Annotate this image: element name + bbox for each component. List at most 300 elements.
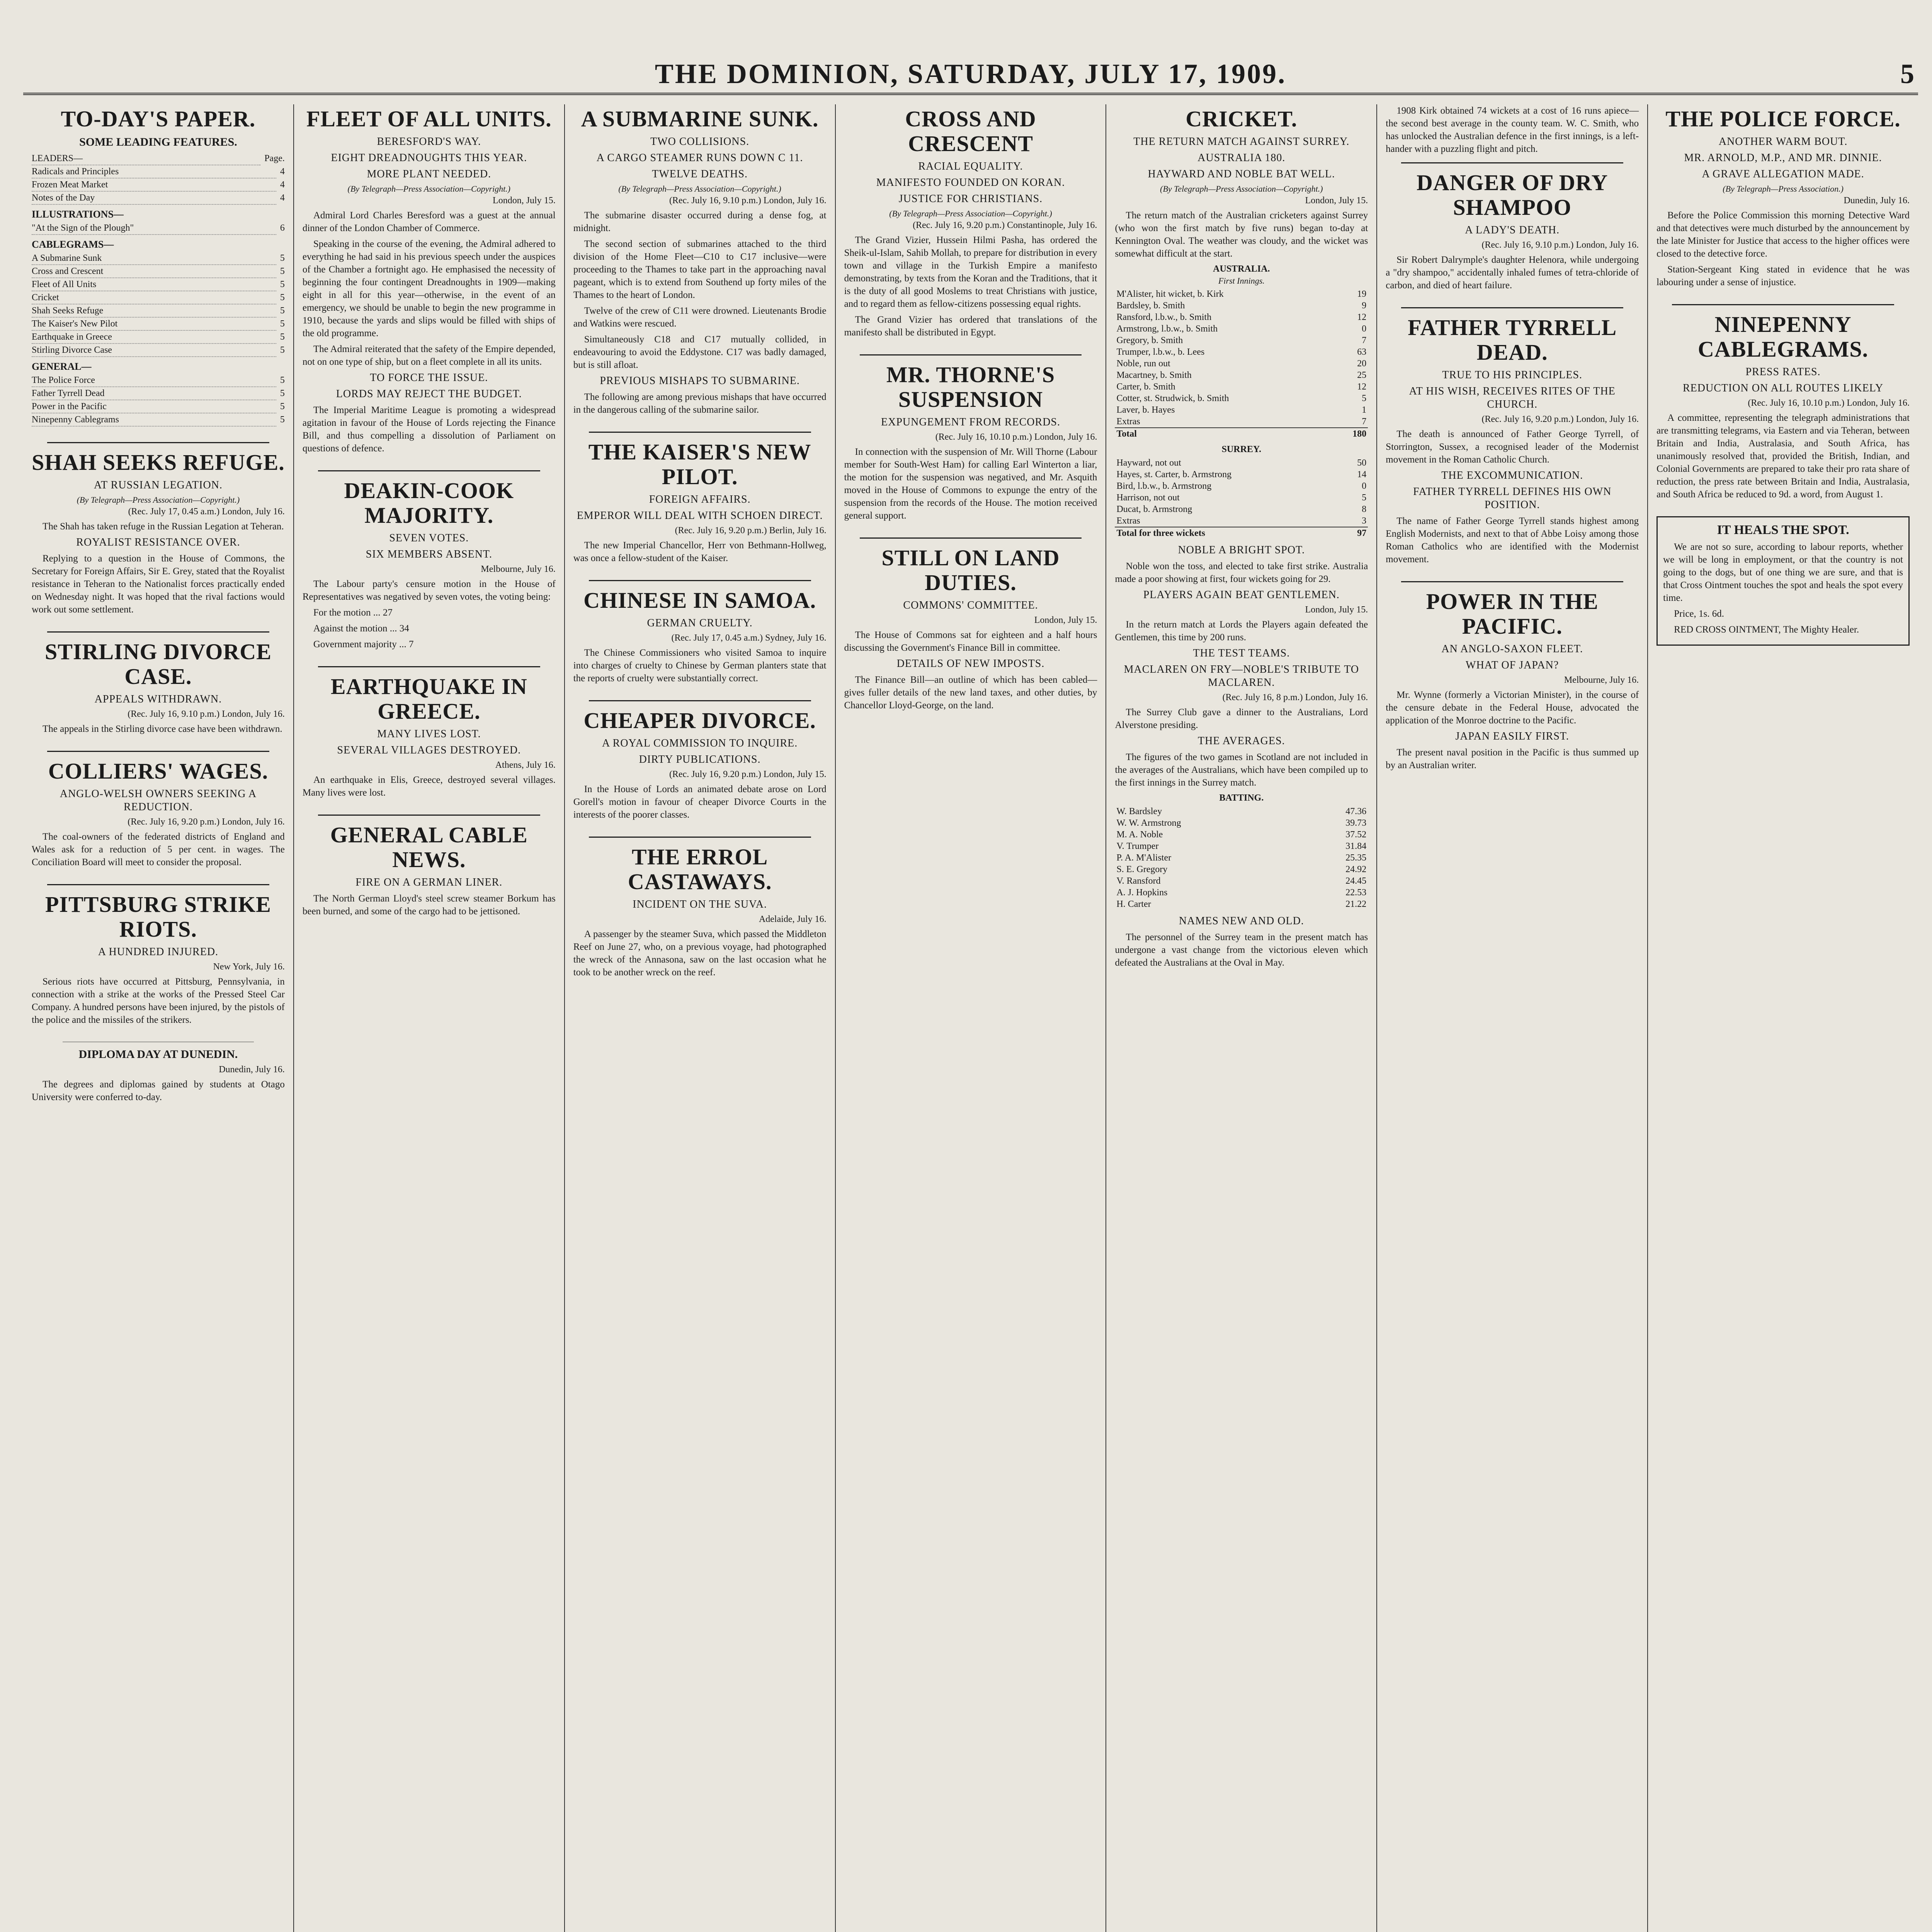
contents-entry-page: 5 (280, 375, 285, 385)
pittsburg-subheading: A HUNDRED INJURED. (98, 946, 219, 958)
contents-entry (32, 400, 285, 413)
score-value: 21.22 (1345, 899, 1367, 909)
diploma-dateline: Dunedin, July 16. (219, 1065, 285, 1075)
column-7 (1648, 104, 1918, 1932)
stirling-heading: STIRLING DIVORCE CASE. (44, 639, 272, 689)
score-name: Extras (1116, 516, 1140, 526)
contents-entry-label: Radicals and Principles (32, 165, 276, 179)
kaiser-subheading: FOREIGN AFFAIRS. (649, 493, 751, 505)
column-1 (23, 104, 294, 1932)
ad-seller: RED CROSS OINTMENT, The Mighty Healer. (1674, 624, 1859, 635)
submarine-subheading-3: TWELVE DEATHS. (652, 168, 748, 180)
pittsburg-dateline: New York, July 16. (213, 962, 285, 972)
score-name: Laver, b. Hayes (1116, 405, 1175, 415)
duties-subheading: COMMONS' COMMITTEE. (903, 599, 1038, 611)
contents-entry (32, 192, 285, 205)
score-total-value: 97 (1334, 527, 1368, 539)
divider (860, 354, 1082, 355)
duties-paragraph: The House of Commons sat for eighteen and a half hours discussing the Government's Finance Bill in committee. (844, 630, 1097, 653)
score-row (1115, 358, 1368, 369)
contents-entry (32, 387, 285, 400)
contents-list (32, 152, 285, 427)
issue-subheading: LORDS MAY REJECT THE BUDGET. (336, 388, 522, 400)
errol-heading: THE ERROL CASTAWAYS. (628, 844, 772, 894)
divider (1401, 307, 1623, 308)
shah-dateline: (Rec. July 17, 0.45 a.m.) London, July 16. (128, 507, 285, 517)
deakin-subheading: SEVEN VOTES. (389, 532, 469, 544)
score-value: 8 (1362, 504, 1367, 514)
imposts-heading: DETAILS OF NEW IMPOSTS. (896, 658, 1045, 670)
divider (589, 432, 811, 433)
cable-article (303, 823, 556, 918)
ninepenny-heading: NINEPENNY CABLEGRAMS. (1697, 312, 1869, 362)
score-value: 19 (1357, 289, 1367, 299)
masthead (23, 58, 1918, 95)
crescent-subheading-3: JUSTICE FOR CHRISTIANS. (898, 193, 1043, 205)
score-row (1115, 335, 1368, 346)
score-row (1115, 887, 1368, 898)
score-value: 12 (1357, 382, 1367, 392)
crescent-credit: (By Telegraph—Press Association—Copyright.) (889, 209, 1052, 218)
score-value: 47.36 (1345, 806, 1367, 816)
score-value: 12 (1357, 312, 1367, 322)
divider (589, 580, 811, 581)
excomm-paragraph: The name of Father George Tyrrell stands highest among English Modernists, and next to that of Abbe Loisy among those Roman Catholics who are identified with the Modernist movement. (1386, 516, 1639, 565)
police-heading: THE POLICE FORCE. (1665, 106, 1901, 131)
divider (47, 884, 269, 885)
contents-entry-page: 5 (280, 345, 285, 355)
contents-entry-label: The Police Force (32, 374, 276, 387)
score-name: H. Carter (1116, 899, 1151, 909)
contents-entry-label: Frozen Meat Market (32, 179, 276, 192)
quake-paragraph: An earthquake in Elis, Greece, destroyed several villages. Many lives were lost. (302, 775, 556, 798)
cable-subheading: FIRE ON A GERMAN LINER. (355, 876, 503, 888)
bright-spot-heading: NOBLE A BRIGHT SPOT. (1178, 544, 1305, 556)
contents-entry-page: Page. (264, 153, 285, 163)
players-dateline: London, July 15. (1305, 605, 1368, 615)
pacific-subheading: AN ANGLO-SAXON FLEET. (1441, 643, 1583, 655)
contents-entry (32, 179, 285, 192)
police-subheading: ANOTHER WARM BOUT. (1718, 136, 1848, 148)
score-name: Cotter, st. Strudwick, b. Smith (1116, 393, 1229, 403)
score-row (1115, 416, 1368, 428)
kaiser-dateline: (Rec. July 16, 9.20 p.m.) Berlin, July 16. (675, 526, 827, 536)
score-value: 14 (1357, 469, 1367, 480)
shah-subheading: AT RUSSIAN LEGATION. (94, 479, 223, 491)
score-value: 5 (1362, 393, 1367, 403)
pittsburg-heading: PITTSBURG STRIKE RIOTS. (45, 892, 271, 942)
excomm-subheading: FATHER TYRRELL DEFINES HIS OWN POSITION. (1413, 486, 1612, 511)
colliers-dateline: (Rec. July 16, 9.20 p.m.) London, July 16. (128, 817, 285, 827)
score-value: 25.35 (1345, 853, 1367, 863)
submarine-paragraph-3: Twelve of the crew of C11 were drowned. Lieutenants Brodie and Watkins were rescued. (573, 306, 827, 329)
cable-heading: GENERAL CABLE NEWS. (330, 822, 528, 872)
contents-entry-page: 5 (280, 266, 285, 276)
column-5 (1106, 104, 1377, 1932)
contents-entry-label: ILLUSTRATIONS— (32, 209, 124, 220)
score-row (1115, 346, 1368, 358)
contents-entry (32, 265, 285, 278)
contents-entry-page: 5 (280, 279, 285, 289)
crescent-heading: CROSS AND CRESCENT (905, 106, 1036, 156)
contents-entry (32, 291, 285, 304)
score-value: 63 (1357, 347, 1367, 357)
names-heading: NAMES NEW AND OLD. (1179, 915, 1304, 927)
score-name: Carter, b. Smith (1116, 382, 1175, 392)
score-row (1115, 311, 1368, 323)
score-value: 7 (1362, 335, 1367, 345)
score-row (1115, 852, 1368, 864)
tests-heading: THE TEST TEAMS. (1193, 647, 1290, 659)
divider (47, 751, 269, 752)
score-value: 7 (1362, 417, 1367, 427)
submarine-article (573, 107, 827, 416)
deakin-dateline: Melbourne, July 16. (481, 564, 556, 574)
crescent-paragraph-2: The Grand Vizier has ordered that translations of the manifesto shall be distributed in Egypt. (844, 315, 1097, 338)
deakin-majority: Government majority ... 7 (313, 639, 414, 650)
crescent-dateline: (Rec. July 16, 9.20 p.m.) Constantinople, July 16. (913, 220, 1097, 230)
deakin-subheading-2: SIX MEMBERS ABSENT. (366, 548, 492, 560)
score-row (1115, 806, 1368, 817)
score-total-label: Total (1115, 428, 1334, 440)
pacific-article (1386, 589, 1639, 772)
score-name: P. A. M'Alister (1116, 853, 1172, 863)
contents-entry-page: 4 (280, 167, 285, 177)
divorce-dateline: (Rec. July 16, 9.20 p.m.) London, July 15. (669, 769, 827, 779)
ninepenny-paragraph: A committee, representing the telegraph administrations that are transmitting telegrams, via Eastern and via Teheran, between Britain and India, Australasia, and South Africa, has unanimously resolved that, provided the British, Indian, and Colonial Governments are prepared to take their pro rata share of reduction, the press rate between Britain and India, Australasia, and South Africa be reduced to 9d. a word, from August 1. (1656, 413, 1910, 500)
innings-label: First Innings. (1218, 276, 1265, 286)
pacific-paragraph: Mr. Wynne (formerly a Victorian Minister), in the course of the censure debate in the Federal House, advocated the application of the Monroe doctrine to the Pacific. (1386, 690, 1639, 726)
kaiser-paragraph: The new Imperial Chancellor, Herr von Bethmann-Hollweg, was once a fellow-student of the Kaiser. (573, 540, 827, 563)
stirling-article (32, 639, 285, 735)
fleet-subheading-3: MORE PLANT NEEDED. (367, 168, 492, 180)
tests-subheading: MACLAREN ON FRY—NOBLE'S TRIBUTE TO MACLAREN. (1124, 663, 1359, 689)
quake-subheading: MANY LIVES LOST. (377, 728, 481, 740)
divorce-subheading-2: DIRTY PUBLICATIONS. (639, 753, 761, 765)
submarine-paragraph-4: Simultaneously C18 and C17 mutually collided, in endeavouring to avoid the Eddystone. C17 was badly damaged, but is still afloat. (573, 334, 827, 370)
score-total-value: 180 (1334, 428, 1368, 440)
divider (589, 837, 811, 838)
score-name: Macartney, b. Smith (1116, 370, 1192, 380)
score-name: Armstrong, l.b.w., b. Smith (1116, 324, 1218, 334)
divider (318, 470, 540, 471)
diploma-heading: DIPLOMA DAY AT DUNEDIN. (78, 1048, 238, 1061)
players-paragraph: In the return match at Lords the Players again defeated the Gentlemen, this time by 200 runs. (1115, 619, 1368, 643)
score-row (1115, 503, 1368, 515)
contents-entry (32, 278, 285, 291)
divider (860, 537, 1082, 539)
samoa-paragraph: The Chinese Commissioners who visited Samoa to inquire into charges of cruelty to Chinese by German planters state that the reports of cruelty were substantially correct. (573, 648, 827, 684)
divider (47, 631, 269, 633)
samoa-article (573, 588, 827, 685)
divider (1672, 304, 1894, 305)
shampoo-article (1386, 170, 1639, 292)
contents-entry (32, 222, 285, 235)
score-name: A. J. Hopkins (1116, 888, 1168, 898)
police-dateline: Dunedin, July 16. (1844, 196, 1910, 206)
contents-entry-label: Power in the Pacific (32, 400, 276, 413)
issue-heading: TO FORCE THE ISSUE. (370, 372, 488, 384)
shampoo-dateline: (Rec. July 16, 9.10 p.m.) London, July 16. (1481, 240, 1639, 250)
divider (1401, 162, 1623, 163)
score-name: V. Trumper (1116, 841, 1159, 851)
contents-entry-page: 4 (280, 180, 285, 190)
deakin-for: For the motion ... 27 (313, 607, 393, 618)
contents-entry (32, 252, 285, 265)
divorce-paragraph: In the House of Lords an animated debate arose on Lord Gorell's motion in favour of cheaper Divorce Courts in the interests of the poorer classes. (573, 784, 827, 820)
tests-dateline: (Rec. July 16, 8 p.m.) London, July 16. (1222, 692, 1368, 702)
score-row (1115, 469, 1368, 480)
shampoo-heading: DANGER OF DRY SHAMPOO (1417, 170, 1608, 220)
fleet-heading: FLEET OF ALL UNITS. (306, 106, 552, 131)
shah-paragraph-2: Replying to a question in the House of Commons, the Secretary for Foreign Affairs, Sir E. Grey, stated that the Royalist resistance in Teheran to the Nationalist forces practically ended on Wednesday night. It was hoped that the rival factions would work out some settlement. (32, 553, 285, 615)
shah-subheading-2: ROYALIST RESISTANCE OVER. (76, 536, 240, 548)
fleet-subheading: BERESFORD'S WAY. (377, 136, 481, 148)
thorne-heading: MR. THORNE'S SUSPENSION (886, 362, 1055, 412)
pacific-dateline: Melbourne, July 16. (1564, 675, 1639, 685)
score-total-row (1115, 428, 1368, 440)
diploma-article (32, 1048, 285, 1104)
score-value: 31.84 (1345, 841, 1367, 851)
contents-entry (32, 239, 285, 250)
score-name: Ransford, l.b.w., b. Smith (1116, 312, 1212, 322)
score-name: Ducat, b. Armstrong (1116, 504, 1192, 514)
score-name: Hayes, st. Carter, b. Armstrong (1116, 469, 1232, 480)
kaiser-article (573, 440, 827, 565)
score-name: Gregory, b. Smith (1116, 335, 1183, 345)
score-total-label: Total for three wickets (1115, 527, 1334, 539)
contents-entry-page: 5 (280, 319, 285, 329)
score-name: M. A. Noble (1116, 830, 1163, 840)
score-name: V. Ransford (1116, 876, 1161, 886)
divorce-article (573, 708, 827, 821)
contents-entry-page: 5 (280, 253, 285, 263)
names-paragraph: The personnel of the Surrey team in the present match has undergone a vast change from the victorious eleven which defeated the Australians at the Oval in May. (1115, 932, 1368, 968)
errol-paragraph: A passenger by the steamer Suva, which passed the Middleton Reef on June 27, who, on a previous voyage, had photographed the wreck of the Annasona, saw on the last occasion what he took to be another wreck on the reef. (573, 929, 827, 978)
tyrrell-subheading-2: AT HIS WISH, RECEIVES RITES OF THE CHURCH. (1409, 385, 1616, 410)
contents-entry-label: A Submarine Sunk (32, 252, 276, 265)
cricket-article (1115, 107, 1368, 969)
ninepenny-subheading-2: REDUCTION ON ALL ROUTES LIKELY (1682, 382, 1884, 394)
submarine-dateline: (Rec. July 16, 9.10 p.m.) London, July 16. (669, 196, 827, 206)
score-row (1115, 817, 1368, 829)
score-value: 0 (1362, 324, 1367, 334)
column-6 (1377, 104, 1648, 1932)
divider (318, 815, 540, 816)
contents-entry (32, 304, 285, 318)
shah-heading: SHAH SEEKS REFUGE. (32, 450, 285, 475)
divider (1401, 581, 1623, 582)
pittsburg-article (32, 892, 285, 1026)
quake-heading: EARTHQUAKE IN GREECE. (330, 674, 527, 724)
score-row (1115, 288, 1368, 300)
fleet-dateline: London, July 15. (493, 196, 556, 206)
contents-entry (32, 361, 285, 372)
contents-entry (32, 344, 285, 357)
thorne-article (844, 362, 1097, 522)
score-name: W. W. Armstrong (1116, 818, 1181, 828)
mishaps-paragraph: The following are among previous mishaps that have occurred in the dangerous calling of the submarine sailor. (573, 392, 827, 415)
imposts-paragraph: The Finance Bill—an outline of which has been cabled—gives fuller details of the new land taxes, and other duties, by Chancellor Lloyd-George, on the land. (844, 675, 1097, 711)
ointment-advertisement (1656, 516, 1910, 646)
pittsburg-paragraph: Serious riots have occurred at Pittsburg, Pennsylvania, in connection with a strike at the works of the Pressed Steel Car Company. A hundred persons have been injured, by the pistols of the police and the missiles of the strikers. (32, 976, 285, 1025)
ad-price: Price, 1s. 6d. (1674, 609, 1725, 619)
score-name: Harrison, not out (1116, 493, 1180, 503)
police-paragraph-1: Before the Police Commission this morning Detective Ward and that detectives were much disturbed by the announcement by the late Minister for Justice that access to the higher offices were closed to the detective force. (1656, 210, 1910, 259)
cricket-paragraph: The return match of the Australian cricketers against Surrey (who won the first match by five runs) began to-day at Kennington Oval. The weather was cloudy, and the wicket was somewhat difficult at the start. (1115, 210, 1368, 259)
leading-features-heading: SOME LEADING FEATURES. (79, 136, 237, 148)
contents-entry (32, 318, 285, 331)
batting-averages (1115, 806, 1368, 910)
australia-scorecard (1115, 288, 1368, 440)
divorce-heading: CHEAPER DIVORCE. (583, 708, 816, 733)
score-total-row (1115, 527, 1368, 539)
tyrrell-paragraph: The death is announced of Father George Tyrrell, of Storrington, Sussex, a recognised leader of the Modernist movement in the Roman Catholic Church. (1386, 429, 1639, 465)
column-4 (836, 104, 1107, 1932)
masthead-title: THE DOMINION, SATURDAY, JULY 17, 1909. (655, 58, 1287, 89)
submarine-paragraph-1: The submarine disaster occurred during a dense fog, at midnight. (573, 210, 827, 233)
cricket-subheading-3: HAYWARD AND NOBLE BAT WELL. (1148, 168, 1335, 180)
police-subheading-3: A GRAVE ALLEGATION MADE. (1702, 168, 1864, 180)
deakin-paragraph: The Labour party's censure motion in the House of Representatives was negatived by seven votes, the voting being: (302, 579, 556, 602)
score-name: W. Bardsley (1116, 806, 1162, 816)
cricket-continuation: 1908 Kirk obtained 74 wickets at a cost of 16 runs apiece—the second best average in the county team. W. C. Smith, who has unlocked the Australian defence in the first innings, is a left-hander with a puzzling flight and pitch. (1386, 105, 1639, 154)
score-row (1115, 480, 1368, 492)
averages-heading: THE AVERAGES. (1198, 735, 1285, 747)
fleet-paragraph-2: Speaking in the course of the evening, the Admiral adhered to everything he had said in his previous speech under the auspices of the Chamber a fortnight ago. He emphasised the necessity of beginning the four contingent Dreadnoughts in 1909—making eight in all for this year—otherwise, in the event of an emergency, we should be unable to begin the new programme in 1910, because the yards and slips would be filled with ships of the old programme. (302, 239, 556, 338)
quake-article (303, 674, 556, 799)
score-row (1115, 829, 1368, 840)
cricket-subheading: THE RETURN MATCH AGAINST SURREY. (1133, 136, 1350, 148)
score-value: 39.73 (1345, 818, 1367, 828)
tyrrell-heading: FATHER TYRRELL DEAD. (1408, 315, 1617, 365)
japan-heading: JAPAN EASILY FIRST. (1455, 730, 1569, 742)
shah-article (32, 450, 285, 616)
samoa-dateline: (Rec. July 17, 0.45 a.m.) Sydney, July 16. (671, 633, 827, 643)
score-row (1115, 898, 1368, 910)
column-2 (294, 104, 565, 1932)
contents-entry-label: Shah Seeks Refuge (32, 304, 276, 318)
score-name: Noble, run out (1116, 359, 1170, 369)
shampoo-subheading: A LADY'S DEATH. (1465, 224, 1560, 236)
contents-entry (32, 413, 285, 427)
contents-entry-label: "At the Sign of the Plough" (32, 222, 276, 235)
colliers-subheading: ANGLO-WELSH OWNERS SEEKING A REDUCTION. (60, 788, 257, 813)
score-name: Trumper, l.b.w., b. Lees (1116, 347, 1205, 357)
submarine-subheading: TWO COLLISIONS. (650, 136, 750, 148)
score-value: 22.53 (1345, 888, 1367, 898)
averages-paragraph: The figures of the two games in Scotland are not included in the averages of the Australians, which have been compiled up to the first innings in the Surrey match. (1115, 752, 1368, 788)
stirling-paragraph: The appeals in the Stirling divorce case have been withdrawn. (43, 724, 282, 734)
crescent-article (844, 107, 1097, 339)
score-value: 9 (1362, 301, 1367, 311)
contents-entry-label: Earthquake in Greece (32, 331, 276, 344)
thorne-dateline: (Rec. July 16, 10.10 p.m.) London, July 16. (935, 432, 1097, 442)
divider (589, 700, 811, 701)
contents-entry-label: Fleet of All Units (32, 278, 276, 291)
errol-article (573, 845, 827, 979)
stirling-subheading: APPEALS WITHDRAWN. (94, 693, 222, 705)
quake-subheading-2: SEVERAL VILLAGES DESTROYED. (337, 744, 521, 756)
contents-entry-label: Ninepenny Cablegrams (32, 413, 276, 427)
submarine-heading: A SUBMARINE SUNK. (581, 106, 819, 131)
tests-paragraph: The Surrey Club gave a dinner to the Australians, Lord Alverstone presiding. (1115, 707, 1368, 730)
contents-entry-page: 5 (280, 401, 285, 412)
cricket-credit: (By Telegraph—Press Association—Copyright.) (1160, 184, 1323, 194)
contents-entry-label: CABLEGRAMS— (32, 239, 114, 250)
contents-entry-page: 5 (280, 388, 285, 398)
contents-entry-label: Father Tyrrell Dead (32, 387, 276, 400)
contents-entry-page: 5 (280, 415, 285, 425)
contents-entry (32, 374, 285, 387)
contents-entry-label: Cross and Crescent (32, 265, 276, 278)
fleet-paragraph-1: Admiral Lord Charles Beresford was a guest at the annual dinner of the London Chamber of Commerce. (302, 210, 556, 233)
batting-label: BATTING. (1219, 793, 1264, 803)
ad-paragraph: We are not so sure, according to labour reports, whether we will be long in employment, or that the country is not going to the dogs, but of one thing we are sure, and that is that Cross Ointment touches the spot and heals the spot every time. (1663, 542, 1903, 603)
police-article (1656, 107, 1910, 289)
submarine-paragraph-2: The second section of submarines attached to the third division of the Home Fleet—C10 to C17 inclusive—were proceeding to the Thames to take part in the approaching naval pageant, which is to extend from Southend up forty miles of the Thames to the heart of London. (573, 239, 827, 300)
contents-entry (32, 152, 285, 165)
score-name: Bird, l.b.w., b. Armstrong (1116, 481, 1212, 491)
mishaps-heading: PREVIOUS MISHAPS TO SUBMARINE. (600, 375, 800, 387)
contents-entry-page: 4 (280, 193, 285, 203)
contents-entry-label: Stirling Divorce Case (32, 344, 276, 357)
bright-spot-paragraph: Noble won the toss, and elected to take first strike. Australia made a poor showing at first, four wickets going for 29. (1115, 561, 1368, 584)
cricket-subheading-2: AUSTRALIA 180. (1197, 152, 1286, 164)
score-value: 50 (1357, 458, 1367, 468)
score-row (1115, 840, 1368, 852)
contents-entry-label: Cricket (32, 291, 276, 304)
australia-label: AUSTRALIA. (1213, 264, 1270, 274)
score-row (1115, 300, 1368, 311)
deakin-heading: DEAKIN-COOK MAJORITY. (344, 478, 514, 528)
ninepenny-dateline: (Rec. July 16, 10.10 p.m.) London, July 16. (1748, 398, 1910, 408)
errol-subheading: INCIDENT ON THE SUVA. (633, 898, 767, 910)
excomm-heading: THE EXCOMMUNICATION. (1441, 469, 1583, 481)
police-subheading-2: MR. ARNOLD, M.P., AND MR. DINNIE. (1684, 152, 1882, 164)
score-value: 25 (1357, 370, 1367, 380)
crescent-subheading: RACIAL EQUALITY. (918, 160, 1023, 172)
score-row (1115, 404, 1368, 416)
score-value: 3 (1362, 516, 1367, 526)
score-name: Bardsley, b. Smith (1116, 301, 1185, 311)
samoa-heading: CHINESE IN SAMOA. (583, 588, 816, 613)
submarine-subheading-2: A CARGO STEAMER RUNS DOWN C 11. (596, 152, 803, 164)
score-name: M'Alister, hit wicket, b. Kirk (1116, 289, 1224, 299)
score-value: 24.45 (1345, 876, 1367, 886)
score-name: Extras (1116, 417, 1140, 427)
score-name: Hayward, not out (1116, 458, 1181, 468)
divider (318, 666, 540, 667)
score-value: 0 (1362, 481, 1367, 491)
shah-credit: (By Telegraph—Press Association—Copyright.) (77, 495, 240, 505)
score-name: S. E. Gregory (1116, 864, 1168, 874)
score-row (1115, 492, 1368, 503)
score-value: 37.52 (1345, 830, 1367, 840)
todays-paper-heading: TO-DAY'S PAPER. (61, 106, 256, 131)
deakin-article (303, 478, 556, 651)
score-row (1115, 393, 1368, 404)
deakin-against: Against the motion ... 34 (313, 623, 409, 634)
contents-entry-page: 5 (280, 332, 285, 342)
tyrrell-dateline: (Rec. July 16, 9.20 p.m.) London, July 16. (1481, 414, 1639, 424)
cricket-dateline: London, July 15. (1305, 196, 1368, 206)
contents-entry-page: 5 (280, 293, 285, 303)
score-row (1115, 864, 1368, 875)
score-row (1115, 457, 1368, 469)
errol-dateline: Adelaide, July 16. (759, 914, 827, 924)
thorne-subheading: EXPUNGEMENT FROM RECORDS. (881, 416, 1060, 428)
